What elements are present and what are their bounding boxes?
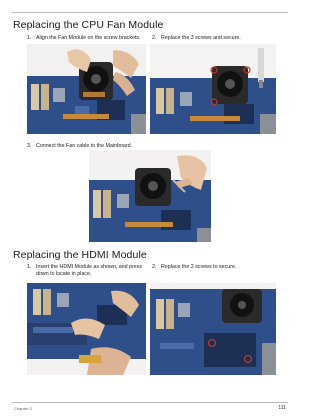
step-1-align-fan <box>27 35 142 43</box>
step-text: Insert the HDMI Module as shown, and press down to locate in place. <box>36 264 142 277</box>
step-text: Connect the Fan cable to the Mainboard. <box>36 143 132 149</box>
step-text: Replace the 2 screws to secure. <box>161 264 237 270</box>
step-2-replace-hdmi-screws <box>152 264 282 272</box>
step-2-replace-screws <box>152 35 282 43</box>
step-number: 1. <box>27 264 32 270</box>
photo-connect-fan-cable <box>89 150 211 242</box>
step-number: 2. <box>152 264 157 270</box>
step-text: Align the Fan Module on the screw brackets. <box>36 35 141 41</box>
photo-insert-hdmi-module <box>27 283 146 375</box>
footer-page-number: 111 <box>278 405 286 411</box>
step-text: Replace the 3 screws and secure. <box>161 35 241 41</box>
step-number: 1. <box>27 35 32 41</box>
step-1-insert-hdmi <box>27 264 145 280</box>
top-rule <box>12 12 288 13</box>
footer-chapter-label: Chapter 3 <box>14 406 32 411</box>
photo-align-fan-module <box>27 44 146 134</box>
section-title-cpu-fan: Replacing the CPU Fan Module <box>13 19 164 31</box>
step-number: 2. <box>152 35 157 41</box>
section-title-hdmi: Replacing the HDMI Module <box>13 249 147 261</box>
photo-secure-hdmi-screws <box>150 283 276 375</box>
step-number: 3. <box>27 143 32 149</box>
photo-replace-fan-screws <box>150 44 276 134</box>
bottom-rule <box>12 402 288 403</box>
